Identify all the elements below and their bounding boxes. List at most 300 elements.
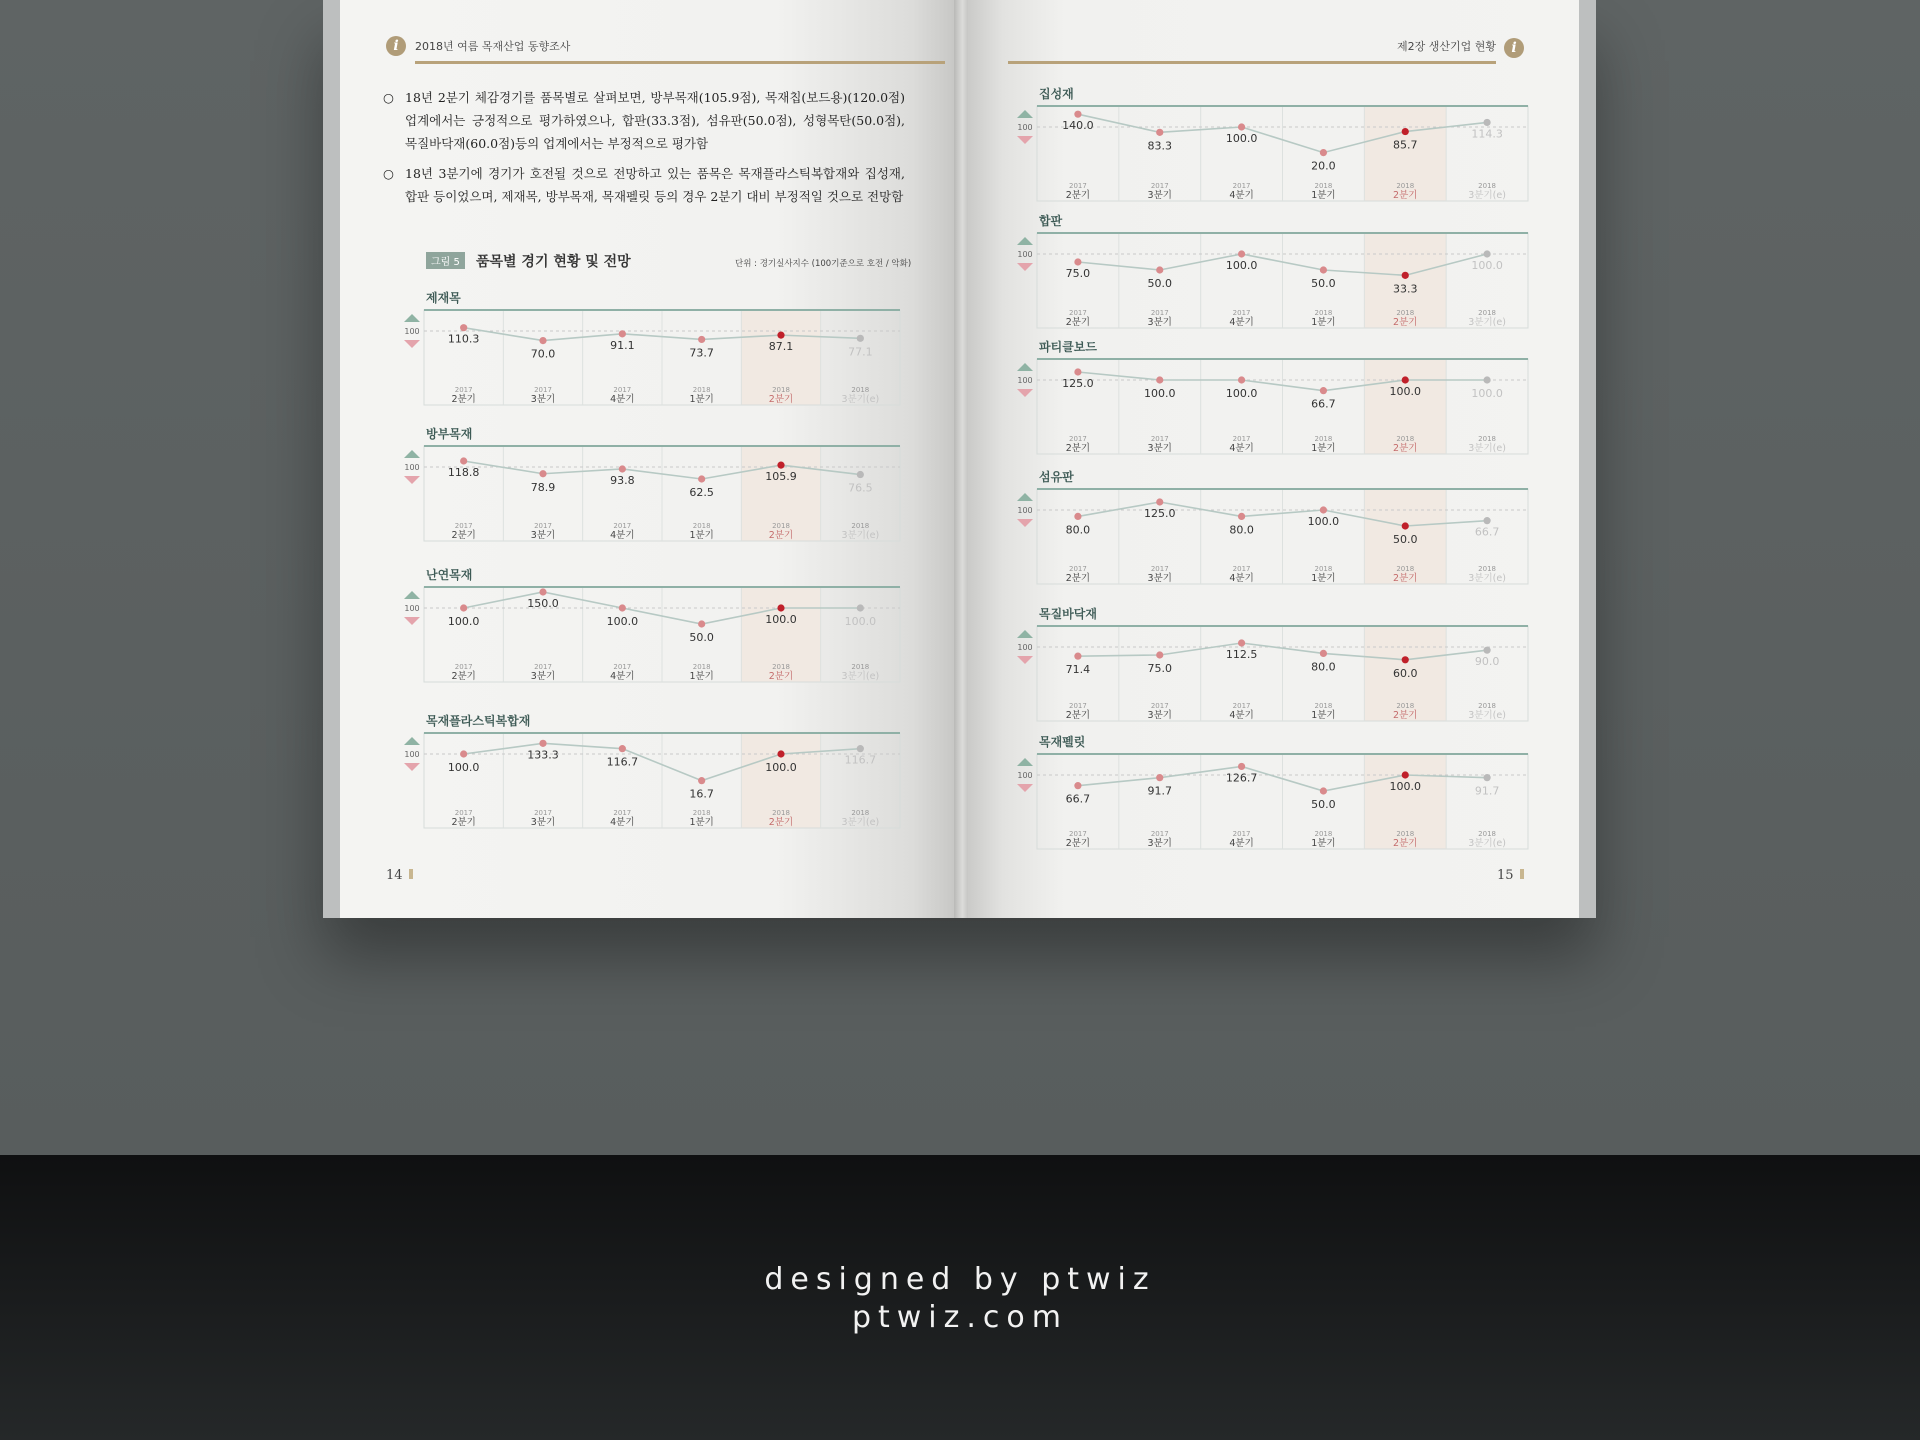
down-arrow-icon: [404, 476, 420, 484]
left-page-header: [415, 38, 945, 60]
chart-title: 방부목재: [426, 427, 473, 441]
data-point: [1156, 774, 1163, 781]
bullet-circle: ○: [383, 90, 394, 105]
page-marker: [1520, 869, 1524, 879]
data-label: 114.3: [1471, 127, 1503, 141]
data-label: 125.0: [1144, 507, 1176, 520]
down-arrow-icon: [1017, 519, 1033, 527]
x-tick-quarter: 2분기: [1393, 710, 1418, 721]
x-tick-year: 2018: [1396, 565, 1415, 573]
data-point: [1402, 771, 1409, 778]
chart-panel: [400, 567, 900, 682]
page-marker: [409, 869, 413, 879]
data-point: [1238, 250, 1245, 257]
x-tick-year: 2017: [1232, 565, 1251, 573]
data-point: [1156, 266, 1163, 273]
data-label: 50.0: [689, 631, 714, 644]
x-tick-quarter: 3분기: [530, 530, 556, 541]
x-tick-quarter: 2분기: [768, 671, 794, 682]
data-label: 75.0: [1147, 662, 1172, 675]
credit-designer: designed by ptwiz: [764, 1262, 1156, 1297]
paragraph-2-text: 18년 3분기에 경기가 호전될 것으로 전망하고 있는 품목은 목재플라스틱복합재와 집성재, 합판 등이었으며, 제재목, 방부목재, 목재펠릿 등의 경우 2분기 대비 부정적일 것으로 전망함: [405, 166, 905, 204]
data-point: [619, 330, 626, 337]
x-tick-quarter: 2분기: [1065, 710, 1091, 721]
x-tick-year: 2018: [1314, 435, 1333, 443]
data-label: 50.0: [1147, 277, 1172, 290]
data-label: 83.3: [1147, 139, 1172, 153]
data-label: 133.3: [527, 748, 559, 762]
x-tick-quarter: 3분기: [1147, 443, 1172, 454]
chart-title: 목재펠릿: [1039, 735, 1086, 749]
x-tick-year: 2018: [851, 386, 870, 394]
x-tick-year: 2017: [1232, 182, 1251, 190]
x-tick-year: 2017: [1069, 182, 1087, 190]
data-label: 100.0: [447, 615, 480, 628]
data-point: [1074, 513, 1081, 520]
chart-title: 목질바닥재: [1039, 607, 1097, 621]
x-tick-year: 2017: [613, 522, 632, 530]
x-tick-quarter: 3분기(e): [841, 671, 880, 682]
baseline-label: 100: [404, 750, 420, 759]
data-point: [1402, 522, 1409, 529]
x-tick-year: 2018: [1478, 702, 1496, 710]
x-tick-quarter: 3분기: [530, 817, 556, 828]
data-point: [698, 475, 705, 482]
chart-title: 난연목재: [426, 568, 473, 582]
data-point: [1320, 506, 1327, 513]
paragraph-1: [383, 86, 905, 155]
x-tick-year: 2018: [772, 809, 790, 817]
data-point: [1483, 376, 1490, 383]
up-arrow-icon: [404, 591, 420, 599]
data-label: 100.0: [1225, 132, 1258, 145]
x-tick-year: 2017: [1232, 830, 1251, 838]
data-point: [857, 604, 864, 611]
data-label: 126.7: [1225, 771, 1258, 785]
x-tick-quarter: 4분기: [610, 394, 635, 405]
x-tick-year: 2017: [1069, 830, 1087, 838]
x-tick-year: 2017: [1150, 702, 1169, 710]
data-point: [539, 337, 546, 344]
data-label: 100.0: [1307, 515, 1340, 528]
x-tick-quarter: 2분기: [1393, 573, 1418, 584]
x-tick-year: 2018: [1478, 565, 1496, 573]
data-label: 85.7: [1393, 138, 1418, 152]
data-point: [539, 740, 546, 747]
data-point: [777, 462, 784, 469]
data-label: 77.1: [848, 345, 873, 359]
right-header-text: 제2장 생산기업 현황: [1397, 40, 1496, 53]
x-tick-quarter: 2분기: [1065, 317, 1091, 328]
data-point: [460, 750, 467, 757]
data-point: [619, 465, 626, 472]
data-label: 76.5: [848, 481, 873, 495]
x-tick-year: 2017: [1150, 435, 1169, 443]
data-point: [460, 604, 467, 611]
x-tick-year: 2017: [1069, 309, 1087, 317]
x-tick-quarter: 3분기: [1147, 190, 1172, 201]
data-point: [857, 471, 864, 478]
baseline-label: 100: [1017, 643, 1033, 652]
x-tick-quarter: 4분기: [1229, 190, 1254, 201]
x-tick-quarter: 2분기: [451, 817, 476, 828]
x-tick-quarter: 4분기: [1229, 838, 1254, 849]
data-point: [460, 457, 467, 464]
right-page-header: [1008, 38, 1496, 60]
up-arrow-icon: [1017, 493, 1033, 501]
data-label: 105.9: [765, 470, 797, 484]
x-tick-quarter: 3분기(e): [841, 530, 880, 541]
x-tick-quarter: 3분기(e): [1468, 317, 1506, 328]
x-tick-year: 2018: [1396, 309, 1415, 317]
data-point: [1156, 376, 1163, 383]
data-label: 50.0: [1311, 798, 1336, 811]
x-tick-quarter: 4분기: [1229, 573, 1254, 584]
data-point: [1156, 129, 1163, 136]
data-point: [1320, 387, 1327, 394]
x-tick-year: 2018: [1396, 435, 1415, 443]
data-point: [1320, 787, 1327, 794]
x-tick-year: 2018: [1314, 309, 1333, 317]
page-number-left: [386, 868, 413, 883]
up-arrow-icon: [1017, 237, 1033, 245]
down-arrow-icon: [1017, 136, 1033, 144]
data-label: 116.7: [606, 755, 639, 769]
credit-website: ptwiz.com: [851, 1300, 1069, 1335]
x-tick-year: 2018: [1478, 182, 1496, 190]
chart-panel: [1013, 339, 1528, 457]
x-tick-year: 2018: [851, 809, 870, 817]
data-point: [1156, 498, 1163, 505]
chart-title: 집성재: [1039, 87, 1074, 101]
data-label: 87.1: [768, 340, 794, 354]
x-tick-quarter: 3분기(e): [841, 394, 880, 405]
data-point: [1074, 782, 1081, 789]
chart-title: 목재플라스틱복합재: [426, 714, 531, 728]
baseline-label: 100: [1017, 123, 1033, 132]
data-point: [777, 332, 784, 339]
data-point: [1402, 272, 1409, 279]
data-label: 20.0: [1311, 159, 1336, 173]
up-arrow-icon: [1017, 758, 1033, 766]
baseline-label: 100: [1017, 376, 1033, 385]
x-tick-year: 2018: [1396, 830, 1415, 838]
data-point: [857, 745, 864, 752]
data-point: [1074, 111, 1081, 118]
data-point: [1238, 639, 1245, 646]
up-arrow-icon: [1017, 363, 1033, 371]
down-arrow-icon: [1017, 389, 1033, 397]
x-tick-quarter: 3분기: [1147, 838, 1172, 849]
x-tick-quarter: 2분기: [768, 394, 794, 405]
data-label: 91.1: [610, 338, 635, 352]
data-point: [1320, 266, 1327, 273]
paragraph-2: [383, 162, 905, 208]
x-tick-year: 2018: [1478, 309, 1496, 317]
x-tick-year: 2017: [1150, 830, 1169, 838]
figure-badge: 그림 5: [426, 252, 465, 269]
chart-title: 섬유판: [1039, 470, 1074, 484]
paragraph-1-text: 18년 2분기 체감경기를 품목별로 살펴보면, 방부목재(105.9점), 목재칩(보드용)(120.0점)업계에서는 긍정적으로 평가하였으나, 합판(33.3점), 섬유판(50.0점), 성형목탄(50.0점), 목질바닥재(60.0점)등의 업계에서는 부정적으로 평가함: [405, 90, 905, 151]
x-tick-quarter: 2분기: [1393, 317, 1418, 328]
page-number-right: [1497, 868, 1524, 883]
x-tick-year: 2018: [1314, 565, 1333, 573]
up-arrow-icon: [404, 314, 420, 322]
chart-panel: [1013, 606, 1528, 724]
info-icon: i: [386, 36, 406, 56]
x-tick-quarter: 1분기: [1311, 573, 1336, 584]
data-label: 100.0: [765, 613, 797, 626]
x-tick-year: 2017: [534, 522, 552, 530]
x-tick-year: 2017: [454, 663, 473, 671]
x-tick-quarter: 2분기: [1065, 838, 1091, 849]
x-tick-quarter: 1분기: [689, 671, 714, 682]
data-label: 100.0: [1471, 259, 1503, 272]
data-point: [698, 620, 705, 627]
x-tick-quarter: 2분기: [1393, 190, 1418, 201]
x-tick-year: 2017: [534, 386, 552, 394]
data-label: 100.0: [1225, 387, 1258, 400]
header-rule: [415, 61, 945, 64]
data-label: 110.3: [447, 332, 480, 346]
data-label: 91.7: [1147, 784, 1172, 798]
data-label: 60.0: [1393, 666, 1418, 680]
up-arrow-icon: [1017, 110, 1033, 118]
data-label: 75.0: [1065, 267, 1091, 280]
baseline-label: 100: [404, 604, 420, 613]
x-tick-quarter: 4분기: [1229, 317, 1254, 328]
data-label: 70.0: [530, 347, 556, 361]
chart-panel: [1013, 86, 1528, 204]
x-tick-year: 2018: [1396, 182, 1415, 190]
figure-name: 품목별 경기 현황 및 전망: [475, 253, 631, 270]
down-arrow-icon: [404, 340, 420, 348]
x-tick-quarter: 2분기: [1065, 190, 1091, 201]
data-label: 50.0: [1393, 533, 1418, 546]
x-tick-year: 2018: [1478, 830, 1496, 838]
x-tick-year: 2018: [851, 522, 870, 530]
data-point: [777, 750, 784, 757]
data-label: 100.0: [447, 761, 480, 774]
data-point: [777, 604, 784, 611]
data-point: [1238, 123, 1245, 130]
x-tick-year: 2017: [1232, 435, 1251, 443]
x-tick-quarter: 1분기: [689, 817, 714, 828]
chart-title: 제재목: [426, 291, 461, 305]
data-label: 66.7: [1311, 397, 1336, 411]
x-tick-year: 2018: [1478, 435, 1496, 443]
x-tick-year: 2018: [772, 663, 790, 671]
x-tick-year: 2017: [454, 522, 473, 530]
x-tick-year: 2018: [772, 386, 790, 394]
data-point: [1483, 647, 1490, 654]
data-label: 91.7: [1474, 784, 1500, 798]
data-label: 100.0: [1389, 780, 1421, 793]
data-point: [619, 604, 626, 611]
x-tick-quarter: 2분기: [451, 394, 476, 405]
x-tick-quarter: 2분기: [768, 530, 794, 541]
x-tick-year: 2017: [613, 809, 632, 817]
x-tick-year: 2018: [772, 522, 790, 530]
data-point: [460, 324, 467, 331]
data-point: [1074, 368, 1081, 375]
x-tick-year: 2017: [1069, 565, 1087, 573]
data-point: [698, 777, 705, 784]
x-tick-year: 2017: [613, 663, 632, 671]
x-tick-year: 2018: [692, 386, 711, 394]
x-tick-quarter: 2분기: [451, 671, 476, 682]
page-number-text: 14: [386, 868, 403, 883]
x-tick-quarter: 1분기: [1311, 838, 1336, 849]
x-tick-year: 2017: [454, 809, 473, 817]
x-tick-year: 2018: [851, 663, 870, 671]
x-tick-quarter: 4분기: [610, 671, 635, 682]
data-label: 118.8: [447, 465, 480, 479]
baseline-label: 100: [404, 327, 420, 336]
baseline-label: 100: [1017, 771, 1033, 780]
data-label: 100.0: [1389, 385, 1421, 398]
data-label: 100.0: [606, 615, 639, 628]
x-tick-quarter: 3분기(e): [1468, 573, 1506, 584]
data-label: 16.7: [689, 787, 714, 801]
data-label: 73.7: [689, 346, 714, 360]
x-tick-year: 2017: [534, 809, 552, 817]
down-arrow-icon: [1017, 784, 1033, 792]
data-label: 71.4: [1065, 663, 1091, 677]
data-label: 93.8: [610, 473, 635, 487]
data-label: 100.0: [844, 615, 877, 628]
x-tick-year: 2017: [613, 386, 632, 394]
x-tick-quarter: 3분기: [530, 394, 556, 405]
data-point: [1320, 650, 1327, 657]
x-tick-quarter: 4분기: [610, 817, 635, 828]
x-tick-quarter: 4분기: [1229, 710, 1254, 721]
x-tick-year: 2017: [1150, 565, 1169, 573]
x-tick-year: 2017: [534, 663, 552, 671]
x-tick-quarter: 2분기: [1065, 573, 1091, 584]
x-tick-quarter: 3분기: [1147, 573, 1172, 584]
x-tick-quarter: 2분기: [768, 817, 794, 828]
x-tick-quarter: 3분기: [1147, 317, 1172, 328]
x-tick-quarter: 4분기: [1229, 443, 1254, 454]
data-label: 100.0: [1144, 387, 1176, 400]
chart-panel: [1013, 213, 1528, 331]
x-tick-quarter: 4분기: [610, 530, 635, 541]
chart-panel: [400, 426, 900, 541]
x-tick-quarter: 3분기(e): [1468, 710, 1506, 721]
x-tick-year: 2017: [1232, 702, 1251, 710]
data-point: [1156, 651, 1163, 658]
data-label: 33.3: [1393, 282, 1418, 296]
chart-panel: [400, 290, 900, 405]
data-label: 116.7: [844, 753, 877, 767]
data-label: 100.0: [765, 761, 797, 774]
data-label: 125.0: [1062, 377, 1094, 390]
up-arrow-icon: [404, 737, 420, 745]
x-tick-quarter: 2분기: [1393, 443, 1418, 454]
x-tick-year: 2018: [1314, 702, 1333, 710]
x-tick-quarter: 2분기: [1393, 838, 1418, 849]
x-tick-year: 2018: [1314, 182, 1333, 190]
data-point: [1074, 258, 1081, 265]
data-label: 80.0: [1065, 523, 1091, 537]
x-tick-year: 2018: [692, 663, 711, 671]
x-tick-year: 2017: [1150, 182, 1169, 190]
x-tick-quarter: 3분기(e): [1468, 190, 1506, 201]
data-point: [1238, 513, 1245, 520]
data-point: [1238, 376, 1245, 383]
figure-title: [426, 250, 631, 271]
x-tick-year: 2017: [1069, 435, 1087, 443]
data-label: 62.5: [689, 486, 714, 499]
x-tick-quarter: 3분기(e): [841, 817, 880, 828]
info-icon: i: [1504, 38, 1524, 58]
x-tick-quarter: 3분기(e): [1468, 443, 1506, 454]
data-point: [1402, 656, 1409, 663]
x-tick-quarter: 1분기: [689, 394, 714, 405]
x-tick-quarter: 1분기: [1311, 317, 1336, 328]
baseline-label: 100: [404, 463, 420, 472]
unit-note: 단위 : 경기실사지수 (100기준으로 호전 / 악화): [735, 259, 912, 269]
x-tick-quarter: 1분기: [1311, 190, 1336, 201]
x-tick-quarter: 3분기: [530, 671, 556, 682]
up-arrow-icon: [1017, 630, 1033, 638]
x-tick-year: 2017: [1232, 309, 1251, 317]
data-point: [1483, 250, 1490, 257]
chart-panel: [400, 713, 900, 828]
down-arrow-icon: [404, 763, 420, 771]
header-rule: [1008, 61, 1496, 64]
down-arrow-icon: [1017, 263, 1033, 271]
data-label: 80.0: [1229, 523, 1254, 537]
x-tick-year: 2018: [1396, 702, 1415, 710]
data-label: 100.0: [1471, 387, 1503, 400]
data-point: [1483, 774, 1490, 781]
data-point: [1320, 149, 1327, 156]
down-arrow-icon: [404, 617, 420, 625]
data-label: 66.7: [1065, 792, 1091, 806]
data-point: [1074, 653, 1081, 660]
bullet-circle: ○: [383, 166, 394, 181]
baseline-label: 100: [1017, 506, 1033, 515]
data-point: [698, 336, 705, 343]
page-number-text: 15: [1497, 868, 1514, 883]
down-arrow-icon: [1017, 656, 1033, 664]
data-point: [619, 745, 626, 752]
x-tick-quarter: 2분기: [451, 530, 476, 541]
x-tick-year: 2018: [692, 522, 711, 530]
data-label: 112.5: [1225, 648, 1258, 661]
x-tick-quarter: 1분기: [689, 530, 714, 541]
data-point: [857, 335, 864, 342]
data-label: 80.0: [1311, 660, 1336, 674]
chart-title: 파티클보드: [1039, 340, 1097, 354]
data-point: [1402, 376, 1409, 383]
data-label: 140.0: [1062, 119, 1094, 133]
data-point: [539, 588, 546, 595]
x-tick-quarter: 3분기(e): [1468, 838, 1506, 849]
data-label: 100.0: [1225, 259, 1258, 272]
left-header-text: 2018년 여름 목재산업 동향조사: [415, 40, 571, 53]
data-point: [539, 470, 546, 477]
chart-panel: [1013, 469, 1528, 587]
data-label: 90.0: [1474, 655, 1500, 669]
data-point: [1483, 517, 1490, 524]
data-label: 150.0: [527, 597, 559, 610]
data-point: [1238, 763, 1245, 770]
data-label: 66.7: [1474, 525, 1500, 539]
x-tick-quarter: 2분기: [1065, 443, 1091, 454]
